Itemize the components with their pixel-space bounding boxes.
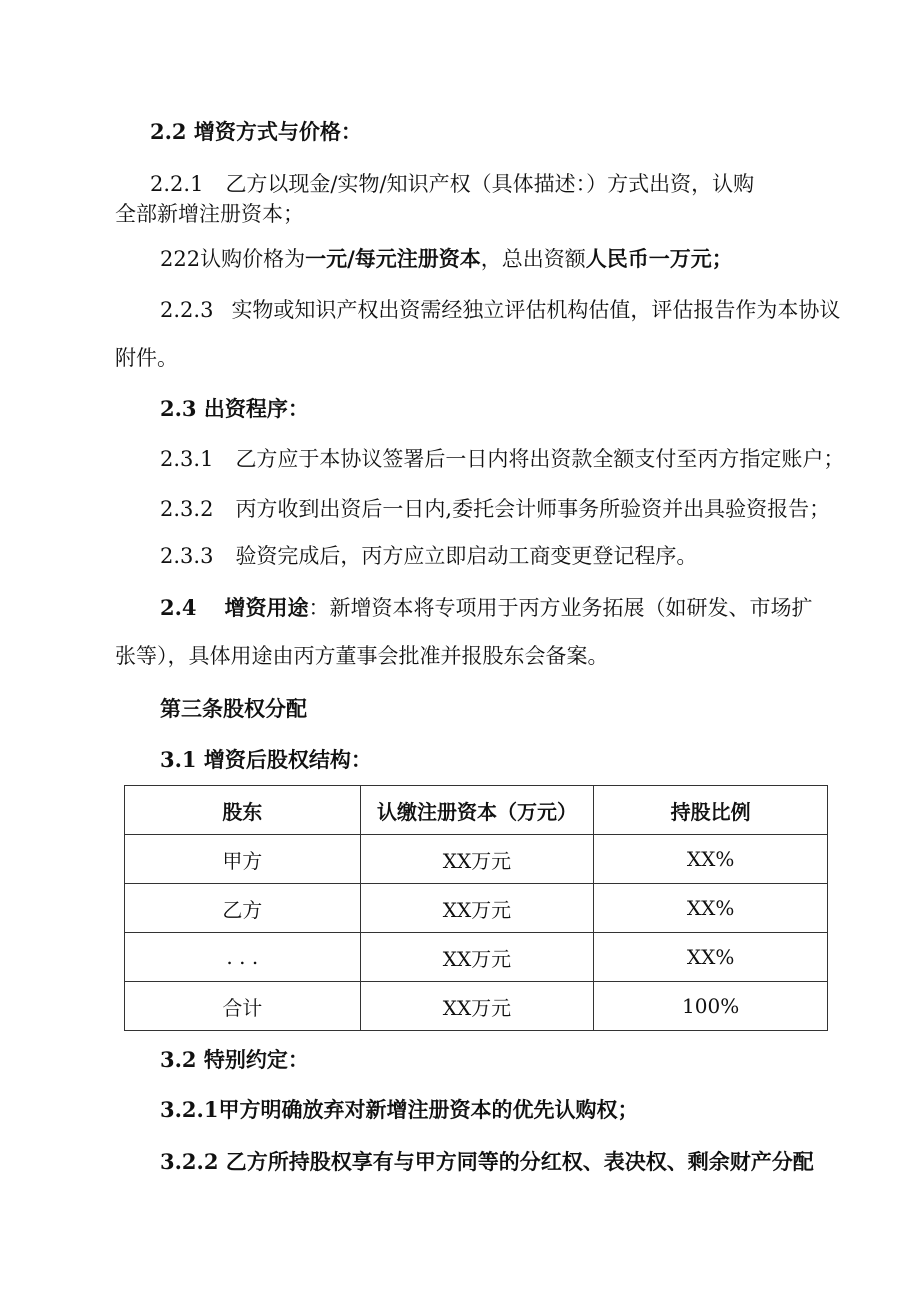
price-value: 一元/每元注册资本 <box>305 246 481 271</box>
table-row <box>125 933 828 982</box>
table-row-total <box>125 982 828 1031</box>
cell-capital: XX万元 <box>360 884 594 933</box>
section-2-3-title: 2.3 出资程序： <box>160 396 309 421</box>
clause-3-2-2: 3.2.2 乙方所持股权享有与甲方同等的分红权、表决权、剩余财产分配 <box>160 1149 814 1174</box>
clause-text-c: ，总出资额 <box>480 247 586 271</box>
total-amount: 人民币一万元； <box>585 246 733 271</box>
clause-2-2-1 <box>150 170 754 198</box>
cell-ratio: XX% <box>594 933 828 982</box>
clause-2-4-continuation: 张等），具体用途由丙方董事会批准并报股东会备案。 <box>115 644 609 668</box>
clause-2-2-2 <box>160 245 733 273</box>
cell-capital: XX万元 <box>360 835 594 884</box>
clause-text: 乙方以现金/实物/知识产权（具体描述：）方式出资，认购 <box>225 172 755 196</box>
cell-capital: XX万元 <box>360 933 594 982</box>
cell-ratio: 100% <box>594 982 828 1031</box>
clause-number: 2.4 <box>160 595 197 620</box>
section-2-2-title: 2.2 增资方式与价格： <box>150 119 362 144</box>
cell-ratio: XX% <box>594 884 828 933</box>
clause-number: 2.3.2 <box>160 497 214 521</box>
clause-text-a: 222认购价格为 <box>160 247 306 271</box>
clause-2-3-2 <box>160 495 830 523</box>
header-subscribed-capital: 认缴注册资本（万元） <box>360 786 594 835</box>
cell-shareholder: . . . <box>125 933 361 982</box>
table-row <box>125 884 828 933</box>
clause-text: 验资完成后，丙方应立即启动工商变更登记程序。 <box>235 544 698 568</box>
clause-number: 2.2.1 <box>150 172 204 196</box>
cell-ratio: XX% <box>594 835 828 884</box>
clause-text: 实物或知识产权出资需经独立评估机构估值，评估报告作为本协议 <box>231 298 841 322</box>
clause-3-2-1: 3.2.1甲方明确放弃对新增注册资本的优先认购权； <box>160 1097 639 1122</box>
header-share-ratio: 持股比例 <box>594 786 828 835</box>
section-3-2-title: 3.2 特别约定： <box>160 1047 309 1072</box>
clause-number: 2.3.1 <box>160 447 214 471</box>
clause-label: 增资用途 <box>224 595 309 620</box>
cell-shareholder: 乙方 <box>125 884 361 933</box>
clause-number: 2.3.3 <box>160 544 214 568</box>
clause-text: 乙方应于本协议签署后一日内将出资款全额支付至丙方指定账户； <box>235 447 845 471</box>
clause-2-4 <box>160 594 813 622</box>
clause-2-2-3-continuation: 附件。 <box>115 346 178 370</box>
equity-structure-table <box>124 785 828 1031</box>
clause-2-3-3 <box>160 542 697 570</box>
cell-shareholder: 合计 <box>125 982 361 1031</box>
section-3-1-title: 3.1 增资后股权结构： <box>160 747 372 772</box>
header-shareholder: 股东 <box>125 786 361 835</box>
clause-number: 2.2.3 <box>160 298 214 322</box>
article-3-title: 第三条股权分配 <box>160 696 307 721</box>
table-row <box>125 835 828 884</box>
clause-2-3-1 <box>160 445 844 473</box>
clause-text: 丙方收到出资后一日内,委托会计师事务所验资并出具验资报告； <box>235 497 831 521</box>
clause-text: ：新增资本将专项用于丙方业务拓展（如研发、市场扩 <box>308 596 813 620</box>
table-header-row <box>125 786 828 835</box>
cell-capital: XX万元 <box>360 982 594 1031</box>
clause-2-2-1-continuation: 全部新增注册资本； <box>115 202 304 226</box>
cell-shareholder: 甲方 <box>125 835 361 884</box>
clause-2-2-3 <box>160 296 840 324</box>
